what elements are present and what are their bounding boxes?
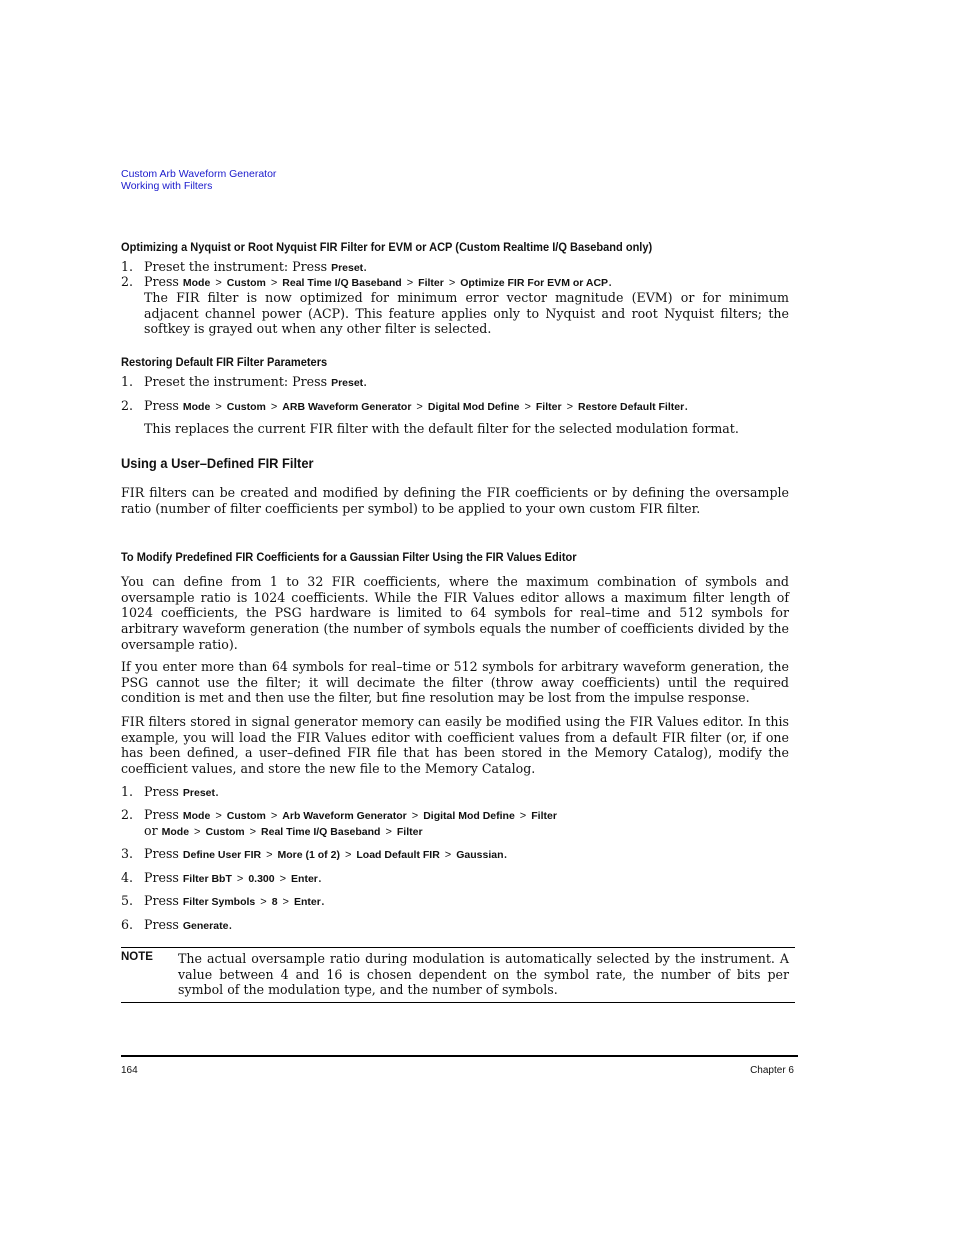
key-restore-default: Restore Default Filter (578, 401, 685, 413)
paragraph-user-fir: FIR filters can be created and modified by defining the FIR coefficients or by defining the oversample ratio (number of filter coefficients per symbol) to be applied to your own custom FIR filter. (121, 485, 789, 516)
key-preset: Preset (331, 377, 364, 389)
key-mode: Mode (182, 401, 211, 413)
key-arb-waveform: Arb Waveform Generator (282, 810, 407, 822)
step-2-alternate: or Mode > Custom > Real Time I/Q Baseband > Filter (144, 823, 423, 838)
key-filter: Filter (396, 826, 423, 838)
key-mode: Mode (182, 810, 211, 822)
key-filter: Filter (531, 810, 557, 822)
step-number: 1. (121, 259, 134, 274)
breadcrumb-chapter[interactable]: Custom Arb Waveform Generator (121, 168, 277, 180)
note-bottom-rule (121, 1002, 795, 1003)
note-label: NOTE (121, 951, 153, 963)
step-text: Preset the instrument: Press (144, 259, 328, 274)
key-mode: Mode (161, 826, 190, 838)
key-generate: Generate (182, 920, 229, 932)
key-value: 0.300 (248, 873, 275, 885)
key-preset: Preset (182, 787, 215, 799)
key-digital-mod: Digital Mod Define (423, 810, 515, 822)
step-5: 5. Press Filter Symbols > 8 > Enter. (121, 893, 325, 908)
key-filter-bbt: Filter BbT (182, 873, 232, 885)
step-2: 2. Press Mode > Custom > Real Time I/Q Baseband > Filter > Optimize FIR For EVM or ACP. (121, 274, 613, 289)
key-custom: Custom (226, 277, 266, 289)
note-text: The actual oversample ratio during modulation is automatically selected by the instrument. A value between 4 and 16 is chosen dependent on the symbol rate, the number of bits per symbol of the modulation type, and the number of symbols. (178, 951, 789, 998)
key-more: More (1 of 2) (277, 849, 340, 861)
paragraph-restore: This replaces the current FIR filter with the default filter for the selected modulation format. (144, 421, 739, 436)
chapter-label: Chapter 6 (750, 1065, 794, 1076)
key-real-time-iq: Real Time I/Q Baseband (261, 826, 381, 838)
step-3: 3. Press Define User FIR > More (1 of 2) > Load Default FIR > Gaussian. (121, 846, 508, 861)
key-enter: Enter (291, 873, 318, 885)
key-gaussian: Gaussian (456, 849, 504, 861)
key-mode: Mode (182, 277, 211, 289)
section-heading-gaussian: To Modify Predefined FIR Coefficients for a Gaussian Filter Using the FIR Values Editor (121, 550, 577, 564)
note-top-rule (121, 947, 795, 948)
step-1: 1. Press Preset. (121, 784, 220, 799)
key-custom: Custom (205, 826, 245, 838)
key-define-user-fir: Define User FIR (182, 849, 262, 861)
step-1: 1. Preset the instrument: Press Preset. (121, 374, 368, 389)
key-filter-symbols: Filter Symbols (182, 896, 256, 908)
step-2: 2. Press Mode > Custom > Arb Waveform Generator > Digital Mod Define > Filter (121, 807, 557, 822)
key-arb-waveform: ARB Waveform Generator (282, 401, 412, 413)
key-value: 8 (271, 896, 278, 908)
paragraph-symbols-limit: If you enter more than 64 symbols for real–time or 512 symbols for arbitrary waveform generation, the PSG cannot use the filter; it will decimate the filter (throw away coefficients) until the required condition is met and then use the filter, but fine resolution may be lost from the impulse response. (121, 659, 789, 706)
key-enter: Enter (293, 896, 321, 908)
key-filter: Filter (535, 401, 562, 413)
footer-rule (121, 1055, 798, 1057)
key-filter: Filter (418, 277, 444, 289)
key-custom: Custom (226, 401, 266, 413)
key-real-time-iq: Real Time I/Q Baseband (282, 277, 402, 289)
key-optimize-fir: Optimize FIR For EVM or ACP (460, 277, 609, 289)
section-heading-optimize: Optimizing a Nyquist or Root Nyquist FIR Filter for EVM or ACP (Custom Realtime I/Q Baseband only) (121, 240, 653, 254)
page-number: 164 (121, 1065, 138, 1076)
step-2: 2. Press Mode > Custom > ARB Waveform Generator > Digital Mod Define > Filter > Restore Default Filter. (121, 398, 689, 413)
paragraph-optimize: The FIR filter is now optimized for minimum error vector magnitude (EVM) or for minimum adjacent channel power (ACP). This feature applies only to Nyquist and root Nyquist filters; the softkey is grayed out when any other filter is selected. (144, 290, 789, 337)
step-6: 6. Press Generate. (121, 917, 233, 932)
key-load-default-fir: Load Default FIR (356, 849, 440, 861)
key-digital-mod: Digital Mod Define (427, 401, 520, 413)
paragraph-coefficients: You can define from 1 to 32 FIR coefficients, where the maximum combination of symbols and oversample ratio is 1024 coefficients. While the FIR Values editor allows a maximum filter length of 1024 coefficients, the PSG hardware is limited to 64 symbols for real–time and 512 symbols for arbitrary waveform generation (the number of symbols equals the number of coefficients divided by the oversample ratio). (121, 574, 789, 652)
paragraph-fir-editor: FIR filters stored in signal generator memory can easily be modified using the FIR Values editor. In this example, you will load the FIR Values editor with coefficient values from a default FIR filter (or, if one has been defined, a user–defined FIR file that has been stored in the Memory Catalog), modify the coefficient values, and store the new file to the Memory Catalog. (121, 714, 789, 777)
step-1: 1. Preset the instrument: Press Preset. (121, 259, 368, 274)
key-preset: Preset (331, 262, 364, 274)
key-custom: Custom (226, 810, 266, 822)
section-heading-user-fir: Using a User–Defined FIR Filter (121, 455, 314, 471)
section-heading-restore: Restoring Default FIR Filter Parameters (121, 355, 328, 369)
step-4: 4. Press Filter BbT > 0.300 > Enter. (121, 870, 322, 885)
breadcrumb-section[interactable]: Working with Filters (121, 180, 213, 192)
